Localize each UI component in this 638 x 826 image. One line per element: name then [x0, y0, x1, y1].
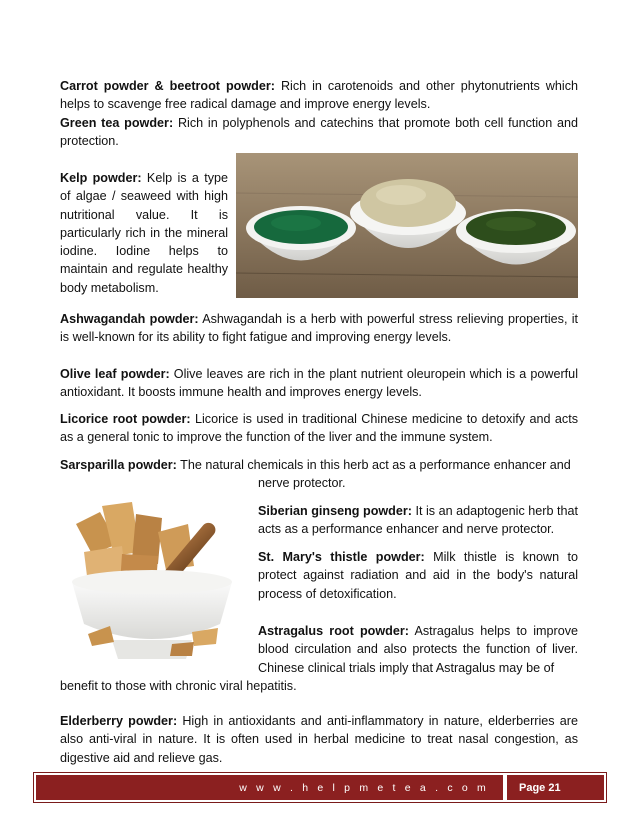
paragraph-green-tea: Green tea powder: Rich in polyphenols and catechins that promote both cell function and protection. [60, 116, 578, 149]
paragraph-olive-leaf: Olive leaf powder: Olive leaves are rich in the plant nutrient oleuropein which is a powerful antioxidant. It boosts immune health and improves energy levels. [60, 367, 578, 400]
term-kelp: Kelp powder: [60, 171, 142, 185]
mortar-pestle-image [62, 494, 242, 669]
paragraph-ashwagandah: Ashwagandah powder: Ashwagandah is a herb with powerful stress relieving properties, it is well-known for its ability to fight fatigue and improving energy levels. [60, 312, 579, 345]
paragraph-sarsparilla-continued: nerve protector. [258, 476, 346, 490]
paragraph-licorice-root: Licorice root powder: Licorice is used in traditional Chinese medicine to detoxify and acts as a general tonic to improve the function of the liver and the immune system. [60, 412, 578, 445]
term-green-tea: Green tea powder: [60, 116, 174, 130]
footer-page-number: Page 21 [507, 775, 604, 800]
term-licorice-root: Licorice root powder: [60, 412, 191, 426]
paragraph-astragalus-continued: benefit to those with chronic viral hepatitis. [60, 679, 297, 693]
paragraph-carrot-beetroot: Carrot powder & beetroot powder: Rich in carotenoids and other phytonutrients which helps to scavenge free radical damage and improve energy levels. [60, 79, 579, 112]
powder-bowls-illustration [236, 153, 578, 298]
paragraph-astragalus-root: Astragalus root powder: Astragalus helps to improve blood circulation and also protects the function of liver. Chinese clinical trials imply that Astragalus may be of [258, 624, 579, 675]
paragraph-sarsparilla: Sarsparilla powder: The natural chemicals in this herb act as a performance enhancer and [60, 458, 571, 472]
term-siberian-ginseng: Siberian ginseng powder: [258, 504, 412, 518]
mortar-pestle-illustration [62, 494, 242, 669]
footer-website-url: w w w . h e l p m e t e a . c o m [36, 775, 503, 800]
term-astragalus-root: Astragalus root powder: [258, 624, 409, 638]
term-ashwagandah: Ashwagandah powder: [60, 312, 199, 326]
term-carrot-beetroot: Carrot powder & beetroot powder: [60, 79, 275, 93]
term-st-marys-thistle: St. Mary's thistle powder: [258, 550, 425, 564]
footer [33, 772, 607, 803]
term-elderberry: Elderberry powder: [60, 714, 178, 728]
paragraph-kelp: Kelp powder: Kelp is a type of algae / seaweed with high nutritional value. It is particularly rich in the mineral iodine. Iodine helps to maintain and regulate healthy body metabolism. [60, 171, 228, 295]
powder-bowls-image [236, 153, 578, 298]
term-olive-leaf: Olive leaf powder: [60, 367, 170, 381]
paragraph-siberian-ginseng: Siberian ginseng powder: It is an adaptogenic herb that acts as a performance enhancer and nerve protector. [258, 504, 578, 537]
paragraph-st-marys-thistle: St. Mary's thistle powder: Milk thistle is known to protect against radiation and aid in the body's natural process of detoxification. [258, 550, 578, 601]
paragraph-elderberry: Elderberry powder: High in antioxidants and anti-inflammatory in nature, elderberries are also anti-viral in nature. It is often used in herbal medicine to treat nasal congestion, as digestive aid and relieve gas. [60, 714, 578, 765]
term-sarsparilla: Sarsparilla powder: [60, 458, 177, 472]
